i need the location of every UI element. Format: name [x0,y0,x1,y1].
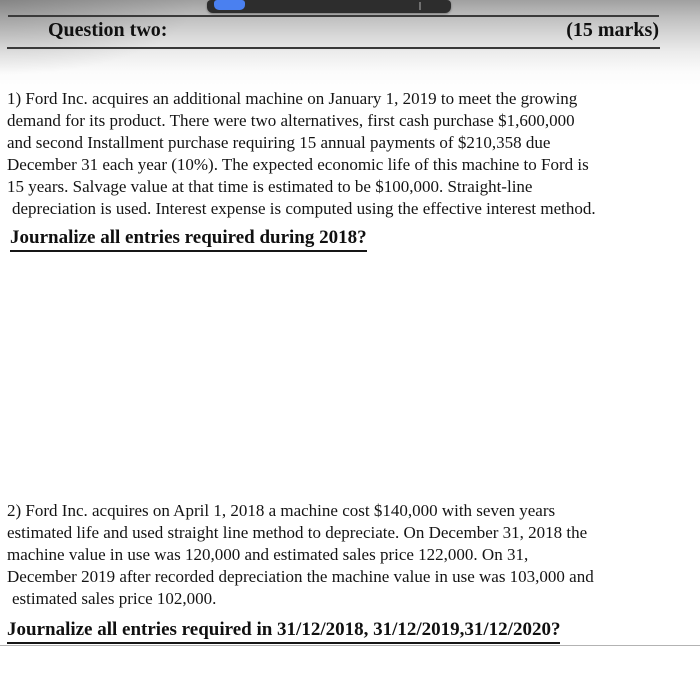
toolbar-divider [419,2,421,10]
paragraph-line: demand for its product. There were two alternatives, first cash purchase $1,600,000 [7,110,575,130]
page-bottom-rule [0,645,700,646]
paragraph-line: and second Installment purchase requiring 15 annual payments of $210,358 due [7,132,551,152]
marks-label: (15 marks) [566,19,659,41]
question1-prompt-text: Journalize all entries required during 2018? [10,227,367,252]
paragraph-line: December 31 each year (10%). The expected economic life of this machine to Ford is [7,154,589,174]
blue-accent-button[interactable] [214,0,245,10]
question2-prompt-text: Journalize all entries required in 31/12/2018, 31/12/2019,31/12/2020? [7,619,560,644]
paragraph-line: estimated sales price 102,000. [12,588,217,608]
header-bottom-rule [7,47,660,49]
floating-toolbar-fragment [207,0,451,13]
question-header [8,19,659,42]
question2-paragraph [7,500,677,610]
question1-prompt [10,227,367,252]
paragraph-line: machine value in use was 120,000 and estimated sales price 122,000. On 31, [7,544,529,564]
header-top-rule [8,15,659,17]
paragraph-line: 1) Ford Inc. acquires an additional machine on January 1, 2019 to meet the growing [7,89,578,108]
paragraph-line: 2) Ford Inc. acquires on April 1, 2018 a machine cost $140,000 with seven years [7,501,556,520]
question1-paragraph [7,88,677,219]
paragraph-line: estimated life and used straight line method to depreciate. On December 31, 2018 the [7,522,588,542]
paragraph-line: December 2019 after recorded depreciation the machine value in use was 103,000 and [7,566,594,586]
paragraph-line: depreciation is used. Interest expense is computed using the effective interest method. [12,198,596,218]
paragraph-line: 15 years. Salvage value at that time is estimated to be $100,000. Straight-line [7,176,533,196]
question-title: Question two: [48,19,168,41]
question2-prompt [7,619,560,644]
